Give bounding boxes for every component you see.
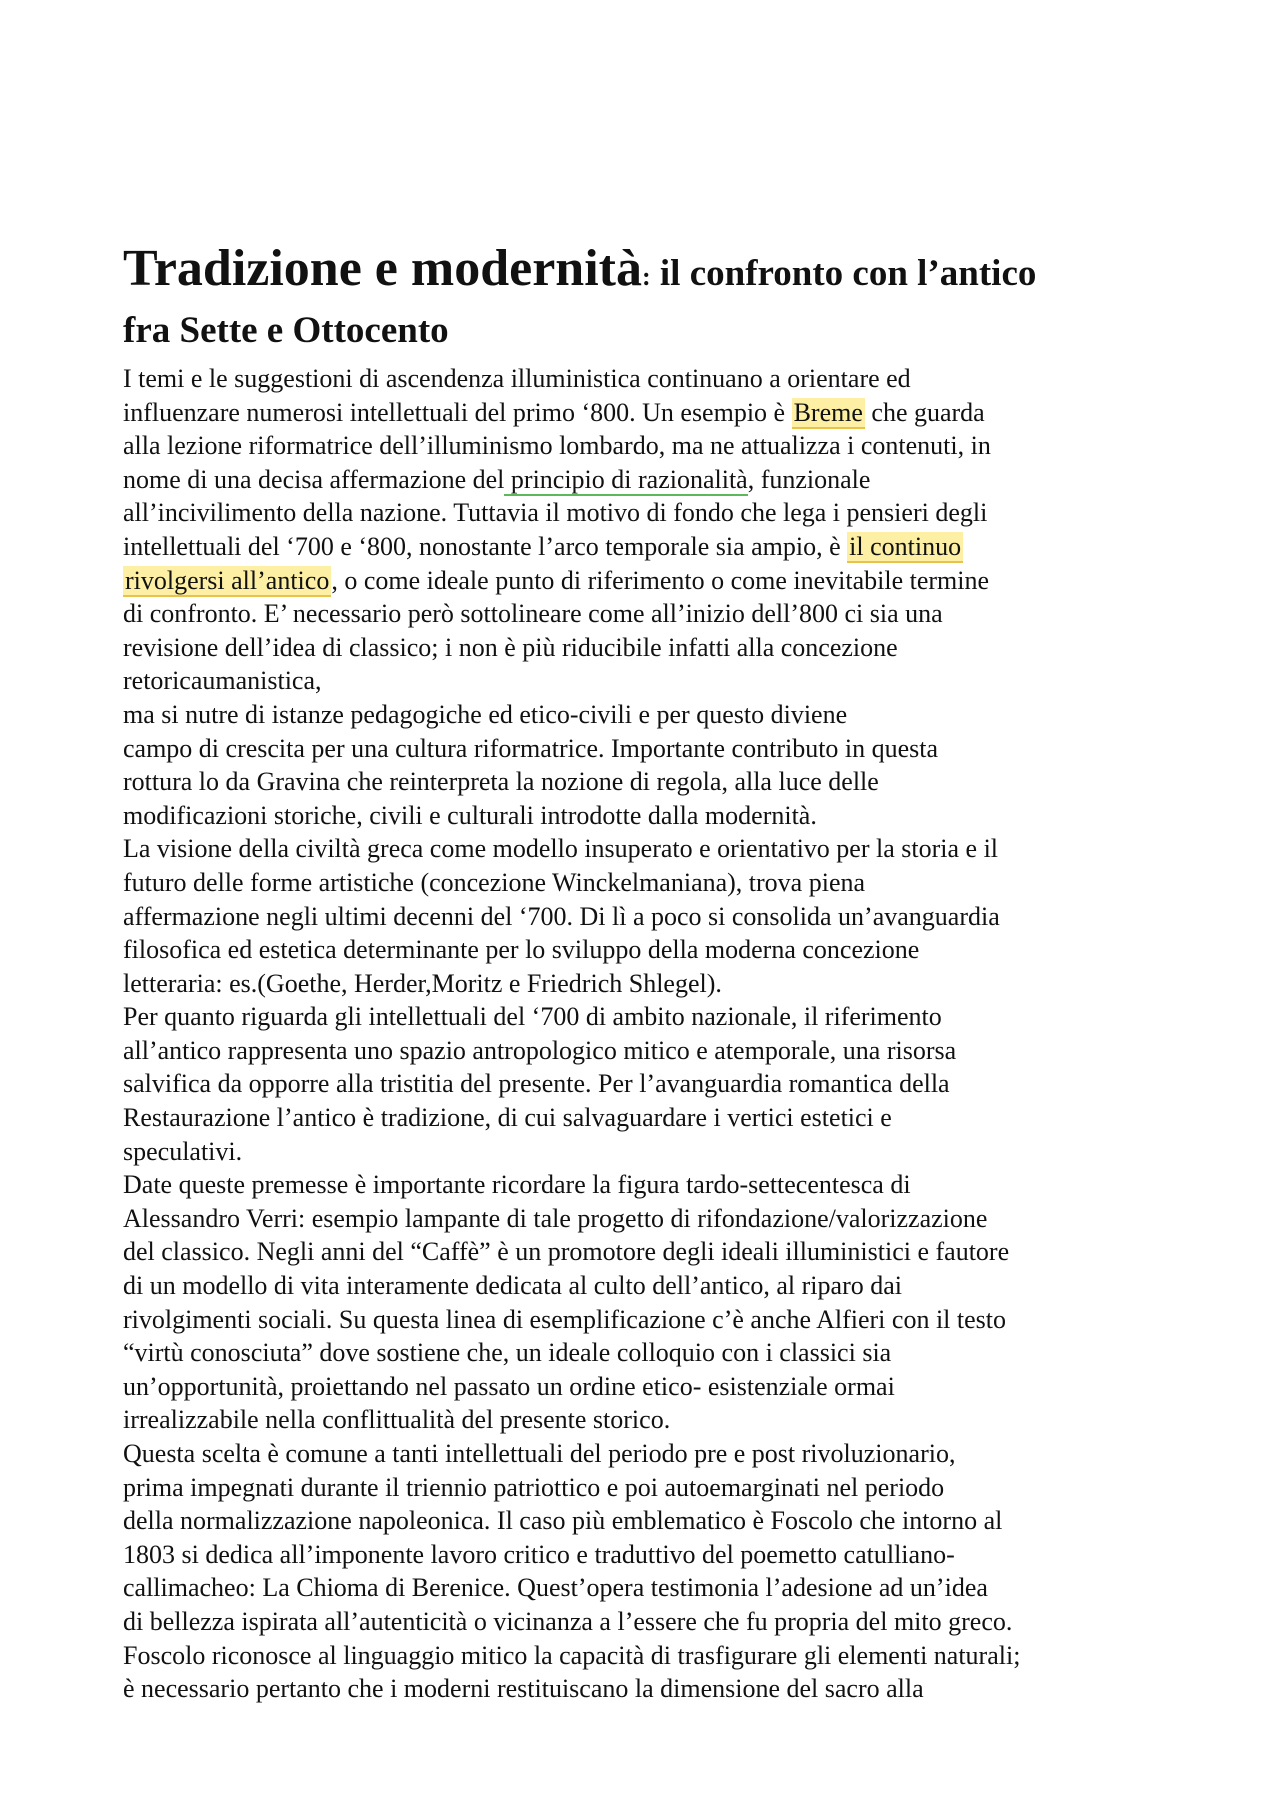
text-run: “virtù conosciuta” dove sostiene che, un ideale colloquio con i classici sia — [123, 1338, 892, 1368]
text-run: del classico. Negli anni del “Caffè” è un promotore degli ideali illuministici e fautore — [123, 1237, 1010, 1267]
text-run: Questa scelta è comune a tanti intellettuali del periodo pre e post rivoluzionario, — [123, 1439, 956, 1468]
text-run: speculativi. — [123, 1136, 243, 1166]
text-line — [123, 900, 1168, 934]
text-run: alla lezione riformatrice dell’illuminismo lombardo, ma ne attualizza i contenuti, in — [123, 431, 991, 461]
text-line — [123, 732, 1168, 766]
text-run: un’opportunità, proiettando nel passato un ordine etico- esistenziale ormai — [123, 1371, 895, 1401]
text-line — [123, 1571, 1168, 1605]
text-run: retoricaumanistica, — [123, 666, 322, 696]
text-line — [123, 463, 1168, 497]
title-colon: : — [641, 262, 651, 291]
text-run: nome di una decisa affermazione del — [123, 464, 505, 494]
text-line — [123, 1538, 1168, 1572]
text-run: La visione della civiltà greca come modello insuperato e orientativo per la storia e il — [123, 834, 999, 864]
text-line — [123, 631, 1168, 665]
grammar-underlined-text: principio di razionalità — [504, 464, 748, 494]
text-line — [123, 1639, 1168, 1673]
text-run: di un modello di vita interamente dedicata al culto dell’antico, al riparo dai — [123, 1271, 902, 1301]
text-line — [123, 1471, 1168, 1505]
text-run: della normalizzazione napoleonica. Il caso più emblematico è Foscolo che intorno al — [123, 1506, 1003, 1536]
title-line-2: fra Sette e Ottocento — [123, 310, 449, 351]
body-paragraphs — [123, 362, 1168, 1706]
text-run: all’incivilimento della nazione. Tuttavia il motivo di fondo che lega i pensieri degli — [123, 498, 988, 528]
text-line — [123, 1269, 1168, 1303]
text-run: Restaurazione l’antico è tradizione, di cui salvaguardare i vertici estetici e — [123, 1103, 892, 1133]
text-line — [123, 967, 1168, 1001]
text-line — [123, 866, 1168, 900]
text-run: modificazioni storiche, civili e culturali introdotte dalla modernità. — [123, 800, 817, 830]
text-run: , o come ideale punto di riferimento o come inevitabile termine — [331, 565, 990, 595]
text-run: Per quanto riguarda gli intellettuali del ‘700 di ambito nazionale, il riferimento — [123, 1002, 942, 1032]
text-run: Foscolo riconosce al linguaggio mitico la capacità di trasfigurare gli elementi naturali; — [123, 1640, 1021, 1670]
text-line — [123, 1135, 1168, 1169]
text-run: che guarda — [864, 397, 985, 427]
text-line — [123, 799, 1168, 833]
text-run: di bellezza ispirata all’autenticità o vicinanza a l’essere che fu propria del mito greco. — [123, 1606, 1013, 1636]
text-run: filosofica ed estetica determinante per lo sviluppo della moderna concezione — [123, 935, 920, 965]
text-run: influenzare numerosi intellettuali del primo ‘800. Un esempio è — [123, 397, 792, 427]
text-run: salvifica da opporre alla tristitia del presente. Per l’avanguardia romantica della — [123, 1069, 950, 1099]
text-line — [123, 597, 1168, 631]
text-run: irrealizzabile nella conflittualità del presente storico. — [123, 1405, 671, 1435]
text-run: affermazione negli ultimi decenni del ‘700. Di lì a poco si consolida un’avanguardia — [123, 901, 1000, 931]
text-run: di confronto. E’ necessario però sottolineare come all’inizio dell’800 ci sia una — [123, 599, 943, 629]
text-line — [123, 1370, 1168, 1404]
document-content — [123, 242, 1168, 1706]
text-run: campo di crescita per una cultura riformatrice. Importante contributo in questa — [123, 733, 939, 763]
text-line — [123, 1000, 1168, 1034]
text-line — [123, 1067, 1168, 1101]
text-line — [123, 1336, 1168, 1370]
text-line — [123, 933, 1168, 967]
text-run: intellettuali del ‘700 e ‘800, nonostante l’arco temporale sia ampio, è — [123, 531, 848, 561]
text-run: è necessario pertanto che i moderni restituiscano la dimensione del sacro alla — [123, 1674, 924, 1704]
text-line — [123, 1202, 1168, 1236]
text-line — [123, 1168, 1168, 1202]
text-line — [123, 698, 1168, 732]
text-line — [123, 530, 1168, 564]
text-run: rivolgimenti sociali. Su questa linea di esemplificazione c’è anche Alfieri con il testo — [123, 1304, 1006, 1334]
text-line — [123, 765, 1168, 799]
text-line — [123, 832, 1168, 866]
text-run: revisione dell’idea di classico; i non è più riducibile infatti alla concezione — [123, 632, 898, 662]
text-line — [123, 1303, 1168, 1337]
text-run: rottura lo da Gravina che reinterpreta la nozione di regola, alla luce delle — [123, 767, 879, 797]
text-line — [123, 1504, 1168, 1538]
text-run: futuro delle forme artistiche (concezione Winckelmaniana), trova piena — [123, 867, 866, 897]
text-line — [123, 1605, 1168, 1639]
title-rest: il confronto con l’antico — [650, 253, 1037, 294]
text-run: Date queste premesse è importante ricordare la figura tardo-settecentesca di — [123, 1170, 911, 1200]
text-line — [123, 496, 1168, 530]
highlighted-text: Breme — [793, 397, 863, 427]
text-line — [123, 429, 1168, 463]
text-line — [123, 362, 1168, 396]
text-run: all’antico rappresenta uno spazio antropologico mitico e atemporale, una risorsa — [123, 1035, 957, 1065]
text-run: letteraria: es.(Goethe, Herder,Moritz e Friedrich Shlegel). — [123, 968, 722, 998]
text-line — [123, 396, 1168, 430]
text-line — [123, 564, 1168, 598]
text-run: , funzionale — [747, 464, 871, 494]
text-run: prima impegnati durante il triennio patriottico e poi autoemarginati nel periodo — [123, 1472, 945, 1502]
text-run: callimacheo: La Chioma di Berenice. Quest’opera testimonia l’adesione ad un’idea — [123, 1573, 988, 1603]
title-main: Tradizione e modernità — [123, 240, 642, 297]
text-line — [123, 1235, 1168, 1269]
text-line — [123, 1672, 1168, 1706]
text-run: Alessandro Verri: esempio lampante di tale progetto di rifondazione/valorizzazione — [123, 1203, 988, 1233]
text-run: I temi e le suggestioni di ascendenza illuministica continuano a orientare ed — [123, 364, 911, 393]
text-line — [123, 664, 1168, 698]
text-line — [123, 1437, 1168, 1471]
document-title — [123, 242, 1168, 358]
highlighted-text: rivolgersi all’antico — [125, 565, 330, 595]
text-line — [123, 1101, 1168, 1135]
text-line — [123, 1403, 1168, 1437]
text-run: ma si nutre di istanze pedagogiche ed etico-civili e per questo diviene — [123, 699, 848, 729]
text-run: 1803 si dedica all’imponente lavoro critico e traduttivo del poemetto catulliano- — [123, 1539, 955, 1569]
text-line — [123, 1034, 1168, 1068]
highlighted-text: il continuo — [849, 531, 962, 561]
